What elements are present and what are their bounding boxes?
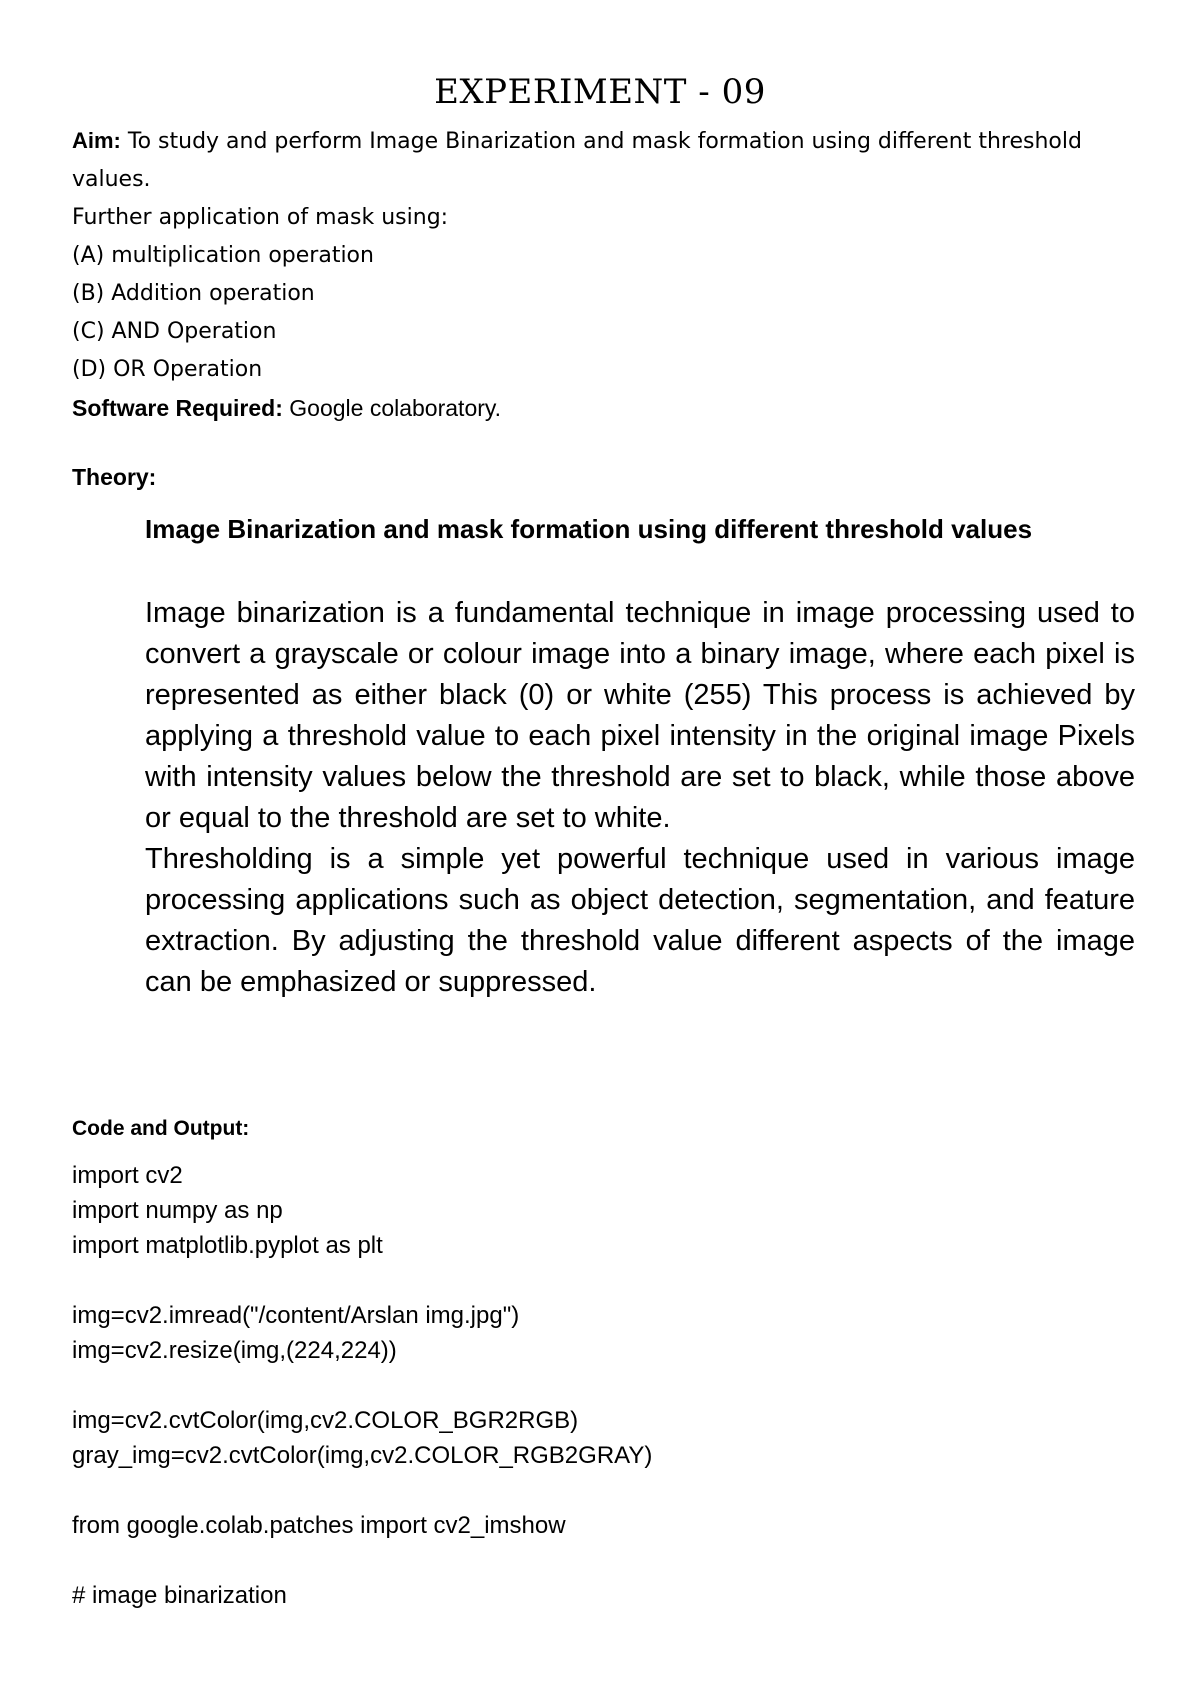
experiment-title: EXPERIMENT - 09 — [434, 72, 766, 112]
aim-item-b: (B) Addition operation — [72, 281, 315, 306]
theory-paragraph-1: Image binarization is a fundamental technique in image processing used to convert a grayscale or colour image into a binary image, where each pixel is represented as either black (0) or white (255) This process is achieved by applying a threshold value to each pixel intensity in the original image Pixels with intensity values below the threshold are set to black, while those above or equal to the threshold are set to white. — [145, 597, 1135, 834]
aim-item-c: (C) AND Operation — [72, 319, 277, 344]
aim-further: Further application of mask using: — [72, 205, 449, 230]
code-line — [72, 1263, 652, 1298]
code-block — [72, 1158, 652, 1613]
software-value: Google colaboratory. — [282, 395, 502, 421]
theory-heading: Image Binarization and mask formation using different threshold values — [145, 514, 1033, 544]
aim-section — [72, 122, 1152, 427]
code-line: import numpy as np — [72, 1197, 283, 1224]
code-line: import cv2 — [72, 1162, 183, 1189]
code-line — [72, 1543, 652, 1578]
code-line: img=cv2.cvtColor(img,cv2.COLOR_BGR2RGB) — [72, 1407, 579, 1434]
code-line: # image binarization — [72, 1582, 287, 1609]
theory-body — [145, 593, 1135, 1003]
code-line: import matplotlib.pyplot as plt — [72, 1232, 383, 1259]
aim-line-1 — [72, 122, 1152, 161]
software-required — [72, 389, 1152, 427]
aim-label: Aim: — [72, 128, 121, 153]
code-line: gray_img=cv2.cvtColor(img,cv2.COLOR_RGB2GRAY) — [72, 1442, 653, 1469]
code-line: from google.colab.patches import cv2_imshow — [72, 1512, 566, 1539]
aim-item-a: (A) multiplication operation — [72, 243, 374, 268]
code-line — [72, 1473, 652, 1508]
code-output-label: Code and Output: — [72, 1117, 250, 1140]
code-line: img=cv2.resize(img,(224,224)) — [72, 1337, 397, 1364]
aim-item-d: (D) OR Operation — [72, 357, 263, 382]
aim-text-line2: values. — [72, 167, 151, 192]
theory-label: Theory: — [72, 464, 157, 490]
theory-paragraph-2: Thresholding is a simple yet powerful technique used in various image processing applications such as object detection, segmentation, and feature extraction. By adjusting the threshold value different aspects of the image can be emphasized or suppressed. — [145, 843, 1135, 998]
code-line — [72, 1368, 652, 1403]
code-line: img=cv2.imread("/content/Arslan img.jpg") — [72, 1302, 520, 1329]
software-label: Software Required: — [72, 395, 283, 421]
aim-text-line1: To study and perform Image Binarization and mask formation using different threshold — [120, 129, 1082, 154]
